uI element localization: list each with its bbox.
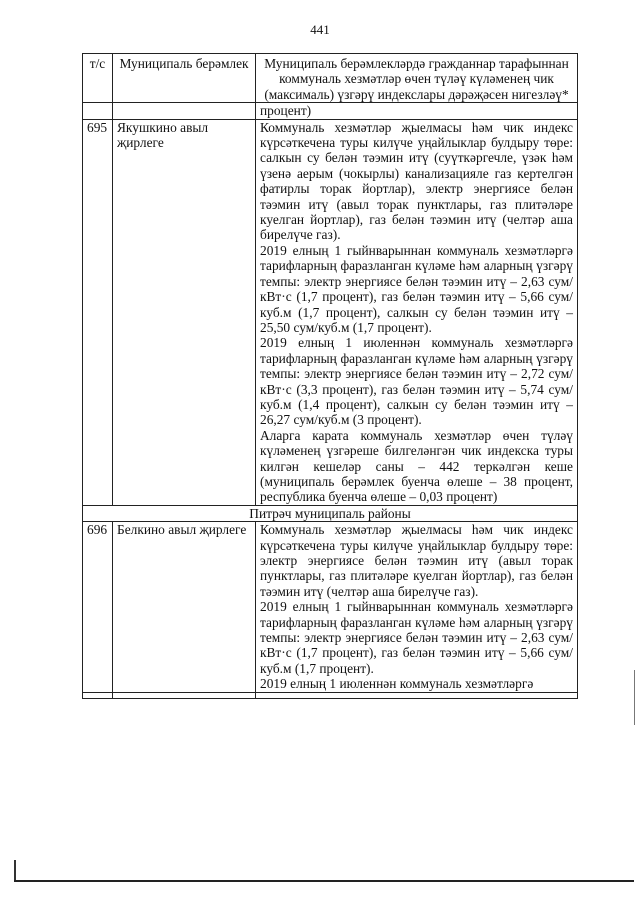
table-row xyxy=(83,119,578,505)
row-paragraph: 2019 елның 1 гыйнварыннан коммуналь хезмәтләргә тарифларның фаразланган күләме һәм аларның үзгәрү темпы: электр энергиясе белән тәэмин итү – 2,63 сум/кВт·с (1,7 процент), газ белән тәэмин итү – 5,66 сум/куб.м (1,7 процент). xyxy=(260,599,573,676)
header-municipality: Муниципаль берәмлек xyxy=(113,54,256,103)
table-header-row xyxy=(83,54,578,103)
tariff-table xyxy=(82,53,578,699)
row-paragraph: Аларга карата коммуналь хезмәтләр өчен түләү күләменең үзгәреше билгеләнгән чик индекска туры килгән кешеләр саны – 442 теркәлгән кеше (муниципаль берәмлек буенча өлеше – 38 процент, республика буенча өлеше – 0,03 процент) xyxy=(260,427,573,505)
table-row-tail xyxy=(83,692,578,698)
row-paragraph: 2019 елның 1 гыйнварыннан коммуналь хезмәтләргә тарифларның фаразланган күләме һәм аларның үзгәрү темпы: электр энергиясе белән тәэмин итү – 2,63 сум/кВт·с (1,7 процент), газ белән тәэмин итү – 5,66 сум/куб.м (1,7 процент), салкын су белән тәэмин итү – 25,50 сум/куб.м (1,7 процент). xyxy=(260,242,573,335)
row-municipality: Белкино авыл җирлеге xyxy=(113,522,256,692)
header-justification: Муниципаль берәмлекләрдә гражданнар тарафыннан коммуналь хезмәтләр өчен түләү күләменең чик (максималь) үзгәрү индекслары дәрәҗәсен нигезләү* xyxy=(256,54,578,103)
row-paragraph: Коммуналь хезмәтләр җыелмасы һәм чик индекс күрсәткечена туры килүче уңайлыклар булдыру төре: салкын су белән тәэмин итү (суүткәргечле, үзәк һәм үзенә аерым (чокырлы) канализацияле газ кертелгән фатирлы торак йортлар), электр энергиясе белән тәэмин итү (авыл торак пунктлары, газ плитәләре куелган йортлар), газ белән тәэмин итү (челтәр аша бирелүче газ). xyxy=(260,119,573,243)
scan-border-mark xyxy=(14,860,16,882)
table-row xyxy=(83,522,578,692)
header-number: т/с xyxy=(83,54,113,103)
section-row xyxy=(83,505,578,521)
continuation-row xyxy=(83,103,578,119)
row-paragraph: 2019 елның 1 июленнән коммуналь хезмәтләргә xyxy=(260,676,534,692)
row-justification xyxy=(256,522,578,692)
row-number: 695 xyxy=(83,119,113,505)
continuation-text: процент) xyxy=(256,103,578,119)
row-paragraph: Коммуналь хезмәтләр җыелмасы һәм чик индекс күрсәткечена туры килүче уңайлыклар булдыру төре: электр энергиясе белән тәэмин итү (авыл торак пунктлары, газ плитәләре куелган йортлар), газ белән тәэмин итү (челтәр аша бирелүче газ). xyxy=(260,522,573,599)
row-number: 696 xyxy=(83,522,113,692)
scan-border-line xyxy=(14,880,634,882)
row-paragraph: 2019 елның 1 июленнән коммуналь хезмәтләргә тарифларның фаразланган күләме һәм аларның үзгәрү темпы: электр энергиясе белән тәэмин итү – 2,72 сум/кВт·с (3,3 процент), газ белән тәэмин итү – 5,74 сум/куб.м (1,4 процент), салкын су белән тәэмин итү – 26,27 сум/куб.м (3 процент). xyxy=(260,335,573,428)
section-title: Питрәч муниципаль районы xyxy=(83,505,578,521)
page-number: 441 xyxy=(310,22,330,37)
scan-edge-mark xyxy=(634,670,635,725)
row-justification xyxy=(256,119,578,505)
row-municipality: Якушкино авыл җирлеге xyxy=(113,119,256,505)
